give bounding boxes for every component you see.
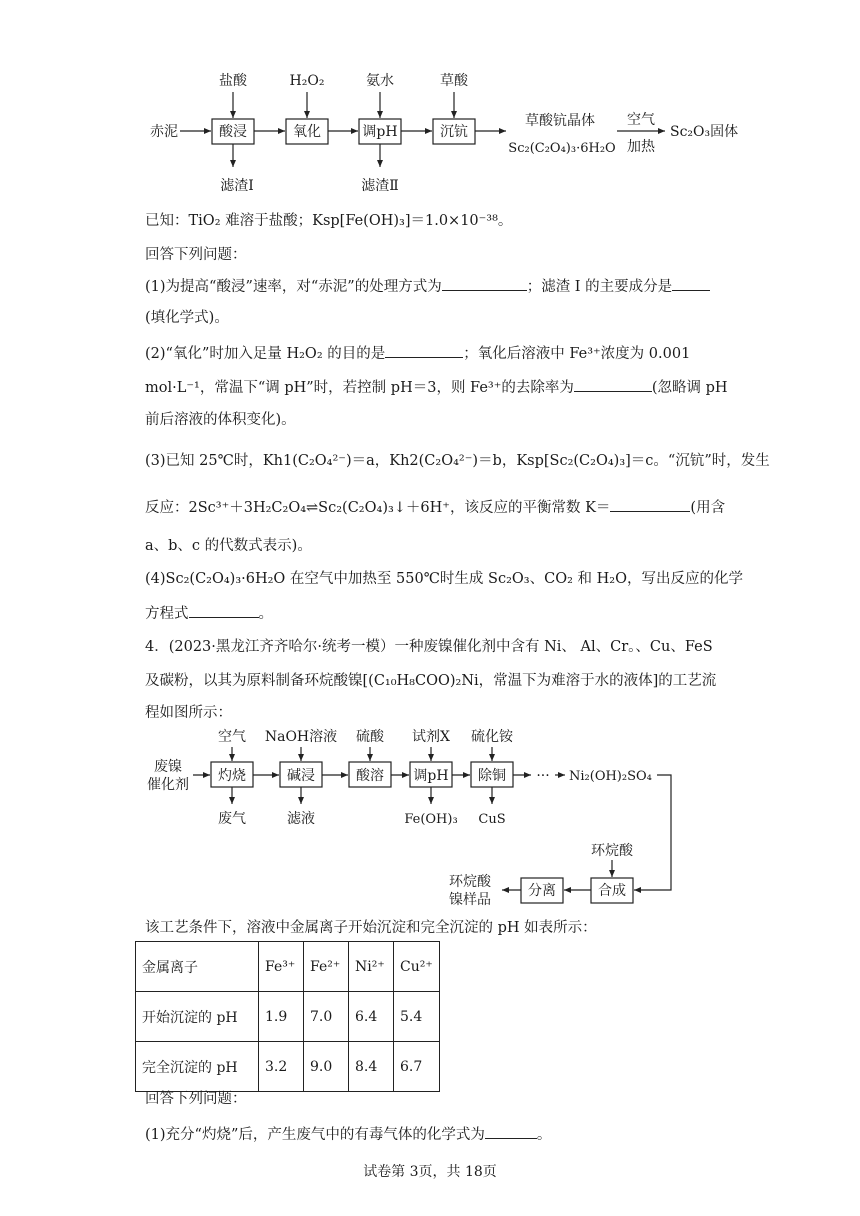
flow1-reagent-4: 草酸: [440, 73, 468, 89]
q1-text-b: ；滤渣 I 的主要成分是: [526, 279, 673, 295]
answer-intro-2: 回答下列问题：: [145, 1091, 247, 1107]
answer-intro: 回答下列问题：: [145, 247, 247, 263]
flow2-product-line-2: 镍样品: [449, 892, 491, 908]
table-header-cell: Fe²⁺: [304, 942, 349, 992]
flow2-output-1: 废气: [218, 811, 246, 827]
flow2-reagent-5: 硫化铵: [471, 729, 513, 745]
flow1-condition-bottom: 加热: [627, 139, 655, 155]
table-header-cell: Fe³⁺: [259, 942, 304, 992]
flow1-residue-2: 滤渣Ⅱ: [361, 178, 399, 194]
flow2-intermediate: Ni₂(OH)₂SO₄: [569, 769, 652, 784]
table-cell: 9.0: [304, 1042, 349, 1092]
q4-text-a: (4)Sc₂(C₂O₄)₃·6H₂O 在空气中加热至 550℃时生成 Sc₂O₃、CO₂ 和 H₂O，写出反应的化学: [145, 571, 743, 587]
flow1-step-3: 调pH: [362, 124, 398, 140]
q2-text-a: (2)“氧化”时加入足量 H₂O₂ 的目的是: [145, 346, 386, 362]
flow1-reagent-2: H₂O₂: [289, 73, 325, 89]
flow1-final-product: Sc₂O₃固体: [670, 124, 739, 140]
table-cell: 3.2: [259, 1042, 304, 1092]
q3-text-b: 反应：2Sc³⁺＋3H₂C₂O₄⇌Sc₂(C₂O₄)₃↓＋6H⁺，该反应的平衡常数 K＝: [145, 500, 611, 516]
flow2-reagent-4: 试剂X: [412, 729, 450, 745]
flow2-ellipsis: ···: [536, 768, 550, 784]
flow2-product-line-1: 环烷酸: [449, 874, 491, 890]
table-cell: 7.0: [304, 992, 349, 1042]
q4-text-c: 。: [258, 606, 273, 622]
q1-text-a: (1)为提高“酸浸”速率，对“赤泥”的处理方式为: [145, 279, 442, 295]
q2-text-b: ；氧化后溶液中 Fe³⁺浓度为 0.001: [463, 346, 691, 362]
flow1-product-formula: Sc₂(C₂O₄)₃·6H₂O: [508, 141, 616, 156]
table-intro: 该工艺条件下，溶液中金属离子开始沉淀和完全沉淀的 pH 如表所示：: [145, 920, 597, 936]
table-header-row: [136, 942, 440, 992]
flow1-start: 赤泥: [150, 124, 178, 140]
q3-text-c: (用含: [690, 500, 726, 516]
flow2-output-2: 滤液: [287, 811, 315, 827]
table-header-cell: Ni²⁺: [349, 942, 394, 992]
flow2-reagent-2: NaOH溶液: [264, 729, 338, 745]
p4q1-text-a: (1)充分“灼烧”后，产生废气中的有毒气体的化学式为: [145, 1127, 485, 1143]
table-cell: 6.4: [349, 992, 394, 1042]
table-header-cell: 金属离子: [136, 942, 259, 992]
flow1-step-1: 酸浸: [219, 124, 247, 140]
flow1-step-4: 沉钪: [440, 124, 468, 140]
q2-text-e: 前后溶液的体积变化)。: [145, 412, 296, 428]
table-cell: 1.9: [259, 992, 304, 1042]
table-cell: 8.4: [349, 1042, 394, 1092]
flow1-residue-1: 滤渣Ⅰ: [220, 178, 254, 194]
q2-text-c: mol·L⁻¹，常温下“调 pH”时，若控制 pH＝3，则 Fe³⁺的去除率为: [145, 380, 574, 396]
q3-text-a: (3)已知 25℃时，Kh1(C₂O₄²⁻)＝a，Kh2(C₂O₄²⁻)＝b，Ksp[Sc₂(C₂O₄)₃]＝c。“沉钪”时，发生: [145, 453, 770, 469]
flow2-output-3: Fe(OH)₃: [404, 812, 458, 827]
table-header-cell: Cu²⁺: [394, 942, 440, 992]
known-info: 已知：TiO₂ 难溶于盐酸；Ksp[Fe(OH)₃]＝1.0×10⁻³⁸。: [145, 213, 513, 229]
table-row-label: 开始沉淀的 pH: [136, 992, 259, 1042]
problem-4-line-1: 4．(2023·黑龙江齐齐哈尔·统考一模）一种废镍催化剂中含有 Ni、 Al、Cr。、Cu、FeS: [145, 639, 713, 655]
flow1-product-name: 草酸钪晶体: [525, 113, 595, 129]
ph-table: [135, 941, 440, 1092]
answer-blank[interactable]: [485, 1124, 537, 1139]
flow2-start-line-2: 催化剂: [147, 777, 189, 793]
flow2-reagent-3: 硫酸: [356, 729, 384, 745]
table-row-label: 完全沉淀的 pH: [136, 1042, 259, 1092]
problem-4-question-1: [145, 1124, 551, 1145]
flow2-start-line-1: 废镍: [154, 759, 182, 775]
flow2-reagent-1: 空气: [218, 729, 246, 745]
q2-text-d: (忽略调 pH: [651, 380, 728, 396]
flow1-step-2: 氧化: [293, 124, 321, 140]
table-cell: 6.7: [394, 1042, 440, 1092]
table-cell: 5.4: [394, 992, 440, 1042]
problem-4-line-2: 及碳粉，以其为原料制备环烷酸镍[(C₁₀H₈COO)₂Ni，常温下为难溶于水的液体]的工艺流: [145, 673, 717, 689]
flow2-output-4: CuS: [478, 812, 506, 827]
q4-text-b: 方程式: [145, 606, 189, 622]
p4q1-text-b: 。: [536, 1127, 552, 1143]
flow2-step-4: 调pH: [413, 768, 449, 784]
q1-text-c: (填化学式)。: [145, 310, 229, 326]
flow1-reagent-1: 盐酸: [219, 73, 247, 89]
table-row: [136, 992, 440, 1042]
flow2-step-1: 灼烧: [218, 768, 246, 784]
flow2-step-2: 碱浸: [287, 768, 315, 784]
flow2-step-separation: 分离: [528, 883, 556, 899]
flow1-condition-top: 空气: [627, 112, 655, 128]
flow2-step-synthesis: 合成: [598, 883, 626, 899]
flow2-reagent-acid: 环烷酸: [591, 843, 633, 859]
flow2-step-3: 酸溶: [356, 768, 384, 784]
page-footer: 试卷第 3页，共 18页: [363, 1164, 497, 1180]
flow2-step-5: 除铜: [478, 768, 506, 784]
q3-text-d: a、b、c 的代数式表示)。: [145, 538, 312, 554]
flow1-reagent-3: 氨水: [366, 73, 394, 89]
table-row: [136, 1042, 440, 1092]
problem-4-line-3: 程如图所示：: [145, 705, 232, 721]
